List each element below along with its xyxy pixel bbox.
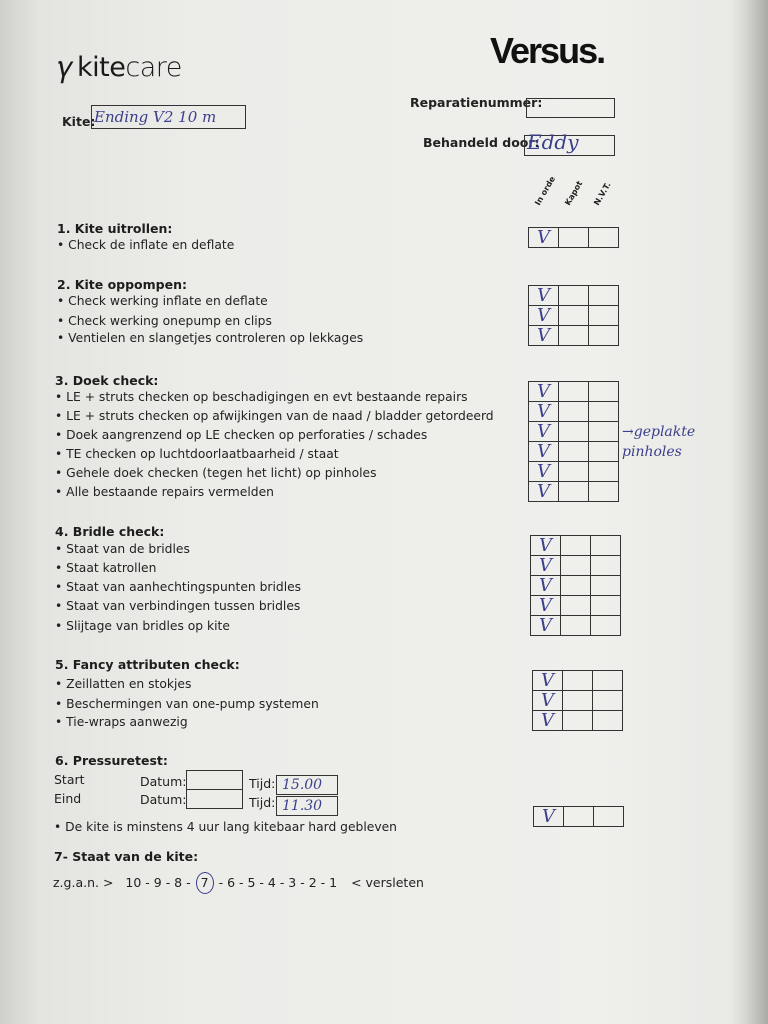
check-mark: V bbox=[539, 575, 552, 596]
check-mark: V bbox=[537, 305, 550, 326]
check-mark: V bbox=[541, 710, 554, 731]
start-date-label: Datum: bbox=[140, 774, 187, 789]
checkbox-broken[interactable] bbox=[563, 691, 593, 711]
end-time-field[interactable] bbox=[276, 796, 338, 816]
versus-logo: Versus. bbox=[490, 30, 605, 71]
checkbox-broken[interactable] bbox=[559, 382, 589, 402]
check-mark: V bbox=[537, 227, 550, 248]
check-mark: V bbox=[539, 535, 552, 556]
checkbox-broken[interactable] bbox=[561, 556, 591, 576]
scale-suffix: < versleten bbox=[351, 875, 424, 890]
section-2-item: • Check werking inflate en deflate bbox=[57, 294, 268, 308]
checkbox-broken[interactable] bbox=[559, 402, 589, 422]
section-3-item: • LE + struts checken op beschadigingen en evt bestaande repairs bbox=[55, 390, 468, 404]
check-mark: V bbox=[537, 401, 550, 422]
handled-by-label: Behandeld door: bbox=[423, 135, 540, 150]
checkbox-na[interactable] bbox=[591, 556, 621, 576]
checkbox-broken[interactable] bbox=[561, 616, 591, 636]
checkbox-ok[interactable] bbox=[531, 536, 561, 556]
checkbox-na[interactable] bbox=[589, 402, 619, 422]
section-5-item: • Beschermingen van one-pump systemen bbox=[55, 697, 319, 711]
column-header-broken: Kapot bbox=[563, 179, 585, 207]
checkbox-ok[interactable] bbox=[529, 462, 559, 482]
end-time-value: 11.30 bbox=[282, 798, 323, 814]
section-2-item: • Check werking onepump en clips bbox=[57, 314, 272, 328]
kite-logo-icon: 𝛾 bbox=[58, 50, 74, 85]
checkbox-na[interactable] bbox=[589, 382, 619, 402]
section-5-title: 5. Fancy attributen check: bbox=[55, 657, 240, 672]
logo-kite-text: kite bbox=[77, 52, 126, 83]
section-2-checkgrid bbox=[528, 285, 619, 346]
end-date-field[interactable] bbox=[186, 789, 243, 809]
section-3-item: • TE checken op luchtdoorlaatbaarheid / staat bbox=[55, 447, 339, 461]
checkbox-na[interactable] bbox=[589, 482, 619, 502]
check-mark: V bbox=[541, 690, 554, 711]
checkbox-na[interactable] bbox=[593, 711, 623, 731]
start-time-label: Tijd: bbox=[249, 776, 276, 791]
section-3-item: • LE + struts checken op afwijkingen van de naad / bladder getordeerd bbox=[55, 409, 494, 423]
checkbox-na[interactable] bbox=[589, 306, 619, 326]
check-mark: V bbox=[537, 481, 550, 502]
checkbox-broken[interactable] bbox=[563, 711, 593, 731]
section-3-checkgrid bbox=[528, 381, 619, 502]
checkbox-na[interactable] bbox=[591, 596, 621, 616]
kitecare-logo bbox=[58, 50, 182, 85]
section-1-title: 1. Kite uitrollen: bbox=[57, 221, 173, 236]
checkbox-na[interactable] bbox=[593, 671, 623, 691]
start-date-field[interactable] bbox=[186, 770, 243, 790]
check-mark: V bbox=[537, 421, 550, 442]
section-4-item: • Slijtage van bridles op kite bbox=[55, 619, 230, 633]
section-3-item: • Doek aangrenzend op LE checken op perforaties / schades bbox=[55, 428, 427, 442]
checkbox-ok[interactable] bbox=[529, 422, 559, 442]
section-4-title: 4. Bridle check: bbox=[55, 524, 165, 539]
checkbox-na[interactable] bbox=[589, 228, 619, 248]
column-header-ok: In orde bbox=[533, 174, 558, 207]
checkbox-na[interactable] bbox=[589, 422, 619, 442]
start-time-value: 15.00 bbox=[282, 777, 323, 793]
section-2-item: • Ventielen en slangetjes controleren op lekkages bbox=[57, 331, 363, 345]
section-5-checkgrid bbox=[532, 670, 623, 731]
section-4-item: • Staat van aanhechtingspunten bridles bbox=[55, 580, 301, 594]
kite-label: Kite: bbox=[62, 114, 96, 129]
scale-high-values: 10 - 9 - 8 - bbox=[125, 875, 191, 890]
checkbox-broken[interactable] bbox=[559, 462, 589, 482]
condition-scale bbox=[53, 872, 424, 894]
checkbox-broken[interactable] bbox=[559, 442, 589, 462]
section-4-item: • Staat van de bridles bbox=[55, 542, 190, 556]
checkbox-ok[interactable] bbox=[531, 576, 561, 596]
section-2-title: 2. Kite oppompen: bbox=[57, 277, 187, 292]
end-time-label: Tijd: bbox=[249, 795, 276, 810]
checkbox-na[interactable] bbox=[593, 691, 623, 711]
checkbox-broken[interactable] bbox=[559, 286, 589, 306]
pressure-item: • De kite is minstens 4 uur lang kitebaar hard gebleven bbox=[54, 820, 397, 834]
checkbox-na[interactable] bbox=[589, 326, 619, 346]
section-5-item: • Zeillatten en stokjes bbox=[55, 677, 191, 691]
checkbox-ok[interactable] bbox=[531, 556, 561, 576]
handwritten-note-pinholes: →geplakte pinholes bbox=[622, 424, 696, 460]
checkbox-broken[interactable] bbox=[559, 306, 589, 326]
section-6-checkgrid bbox=[533, 806, 624, 827]
checkbox-ok[interactable] bbox=[529, 306, 559, 326]
checkbox-ok[interactable] bbox=[529, 326, 559, 346]
check-mark: V bbox=[539, 615, 552, 636]
section-4-checkgrid bbox=[530, 535, 621, 636]
handled-by-field[interactable] bbox=[524, 130, 615, 156]
repair-number-field[interactable] bbox=[526, 98, 615, 118]
checkbox-ok[interactable] bbox=[529, 442, 559, 462]
end-label: Eind bbox=[54, 791, 82, 806]
checkbox-ok[interactable] bbox=[533, 711, 563, 731]
checkbox-broken[interactable] bbox=[561, 536, 591, 556]
check-mark: V bbox=[539, 595, 552, 616]
check-mark: V bbox=[541, 670, 554, 691]
checkbox-broken[interactable] bbox=[559, 326, 589, 346]
checkbox-ok[interactable] bbox=[529, 286, 559, 306]
checkbox-ok[interactable] bbox=[529, 402, 559, 422]
checkbox-ok[interactable] bbox=[529, 482, 559, 502]
check-mark: V bbox=[539, 555, 552, 576]
section-4-item: • Staat katrollen bbox=[55, 561, 156, 575]
checkbox-ok[interactable] bbox=[531, 596, 561, 616]
check-mark: V bbox=[537, 441, 550, 462]
checkbox-broken[interactable] bbox=[563, 671, 593, 691]
checkbox-na[interactable] bbox=[589, 286, 619, 306]
kite-field[interactable] bbox=[91, 105, 246, 129]
check-mark: V bbox=[537, 461, 550, 482]
checkbox-ok[interactable] bbox=[529, 228, 559, 248]
checkbox-na[interactable] bbox=[591, 576, 621, 596]
section-4-item: • Staat van verbindingen tussen bridles bbox=[55, 599, 300, 613]
checkbox-broken[interactable] bbox=[561, 576, 591, 596]
check-mark: V bbox=[537, 285, 550, 306]
checkbox-ok[interactable] bbox=[533, 671, 563, 691]
checkbox-ok[interactable] bbox=[531, 616, 561, 636]
section-1-checkgrid bbox=[528, 227, 619, 248]
checkbox-na[interactable] bbox=[589, 462, 619, 482]
scale-prefix: z.g.a.n. > bbox=[53, 875, 114, 890]
section-7-title: 7- Staat van de kite: bbox=[54, 849, 199, 864]
checkbox-na[interactable] bbox=[594, 807, 624, 827]
start-time-field[interactable] bbox=[276, 775, 338, 795]
handled-by-value: Eddy bbox=[527, 130, 579, 154]
scale-selected-value[interactable]: 7 bbox=[196, 872, 214, 894]
section-5-item: • Tie-wraps aanwezig bbox=[55, 715, 188, 729]
repair-number-label: Reparatienummer: bbox=[410, 95, 543, 110]
kite-field-value: Ending V2 10 m bbox=[94, 108, 217, 126]
checkbox-ok[interactable] bbox=[529, 382, 559, 402]
checkbox-broken[interactable] bbox=[561, 596, 591, 616]
checkbox-na[interactable] bbox=[591, 616, 621, 636]
section-3-item: • Gehele doek checken (tegen het licht) op pinholes bbox=[55, 466, 377, 480]
check-mark: V bbox=[537, 381, 550, 402]
check-mark: V bbox=[542, 806, 555, 827]
checkbox-na[interactable] bbox=[589, 442, 619, 462]
section-6-title: 6. Pressuretest: bbox=[55, 753, 168, 768]
checkbox-broken[interactable] bbox=[564, 807, 594, 827]
logo-care-text: care bbox=[125, 52, 182, 83]
checkbox-broken[interactable] bbox=[559, 422, 589, 442]
checkbox-na[interactable] bbox=[591, 536, 621, 556]
scale-low-values: - 6 - 5 - 4 - 3 - 2 - 1 bbox=[218, 875, 338, 890]
column-header-na: N.V.T. bbox=[592, 180, 613, 207]
checkbox-broken[interactable] bbox=[559, 482, 589, 502]
checkbox-ok[interactable] bbox=[534, 807, 564, 827]
checkbox-ok[interactable] bbox=[533, 691, 563, 711]
start-label: Start bbox=[54, 772, 85, 787]
section-3-item: • Alle bestaande repairs vermelden bbox=[55, 485, 274, 499]
check-mark: V bbox=[537, 325, 550, 346]
end-date-label: Datum: bbox=[140, 792, 187, 807]
checkbox-broken[interactable] bbox=[559, 228, 589, 248]
section-3-title: 3. Doek check: bbox=[55, 373, 159, 388]
section-1-item: • Check de inflate en deflate bbox=[57, 238, 234, 252]
